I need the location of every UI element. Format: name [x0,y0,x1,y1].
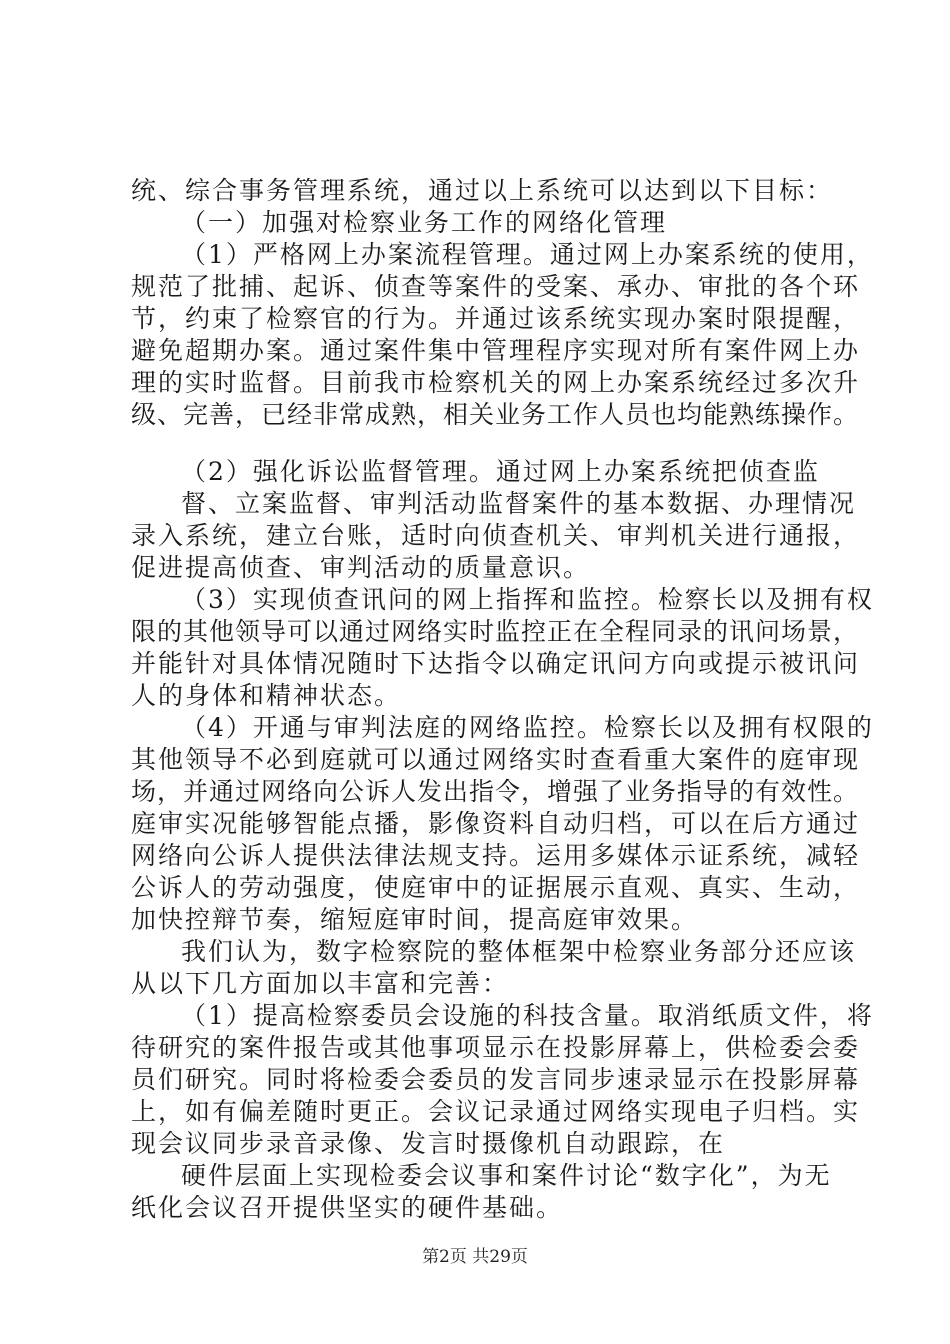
text-line: 现会议同步录音录像、发言时摄像机自动跟踪，在 [131,1129,726,1158]
page-number-footer: 第2页 共29页 [422,1247,528,1267]
text-line: 硬件层面上实现检委会议事和案件讨论“数字化”，为无 [181,1161,832,1190]
text-line: 理的实时监督。目前我市检察机关的网上办案系统经过多次升 [131,368,861,397]
text-line: （2）强化诉讼监督管理。通过网上办案系统把侦查监 [181,457,820,486]
text-line: （1）提高检察委员会设施的科技含量。取消纸质文件，将 [181,1001,874,1030]
text-line: 并能针对具体情况随时下达指令以确定讯问方向或提示被讯问 [131,649,861,678]
text-line: 限的其他领导可以通过网络实时监控正在全程同录的讯问场景， [131,617,860,646]
text-line: 促进提高侦查、审判活动的质量意识。 [131,553,591,582]
section-heading: （一）加强对检察业务工作的网络化管理 [181,208,668,237]
text-line: 录入系统，建立台账，适时向侦查机关、审判机关进行通报， [131,521,861,550]
text-line: 公诉人的劳动强度，使庭审中的证据展示直观、真实、生动， [131,873,861,902]
text-line: 人的身体和精神状态。 [131,681,402,710]
text-line: 场，并通过网络向公诉人发出指令，增强了业务指导的有效性。 [131,777,860,806]
text-line: （4）开通与审判法庭的网络监控。检察长以及拥有权限的 [181,713,874,742]
text-line: 待研究的案件报告或其他事项显示在投影屏幕上，供检委会委 [131,1033,861,1062]
text-line: 其他领导不必到庭就可以通过网络实时查看重大案件的庭审现 [131,745,861,774]
text-line: 庭审实况能够智能点播，影像资料自动归档，可以在后方通过 [131,809,861,838]
text-line: 避免超期办案。通过案件集中管理程序实现对所有案件网上办 [131,336,861,365]
text-line: 员们研究。同时将检委会委员的发言同步速录显示在投影屏幕 [131,1065,861,1094]
text-line: （3）实现侦查讯问的网上指挥和监控。检察长以及拥有权 [181,585,874,614]
text-line: 节，约束了检察官的行为。并通过该系统实现办案时限提醒， [131,304,861,333]
text-line: 网络向公诉人提供法律法规支持。运用多媒体示证系统，减轻 [131,841,861,870]
text-line: 从以下几方面加以丰富和完善： [131,969,510,998]
text-line: 级、完善，已经非常成熟，相关业务工作人员也均能熟练操作。 [131,400,860,429]
text-line: 规范了批捕、起诉、侦查等案件的受案、承办、审批的各个环 [131,272,861,301]
text-line: （1）严格网上办案流程管理。通过网上办案系统的使用， [181,240,874,269]
text-line: 上，如有偏差随时更正。会议记录通过网络实现电子归档。实 [131,1097,861,1126]
text-line: 加快控辩节奏，缩短庭审时间，提高庭审效果。 [131,905,699,934]
text-line: 督、立案监督、审判活动监督案件的基本数据、办理情况 [181,489,857,518]
text-line: 纸化会议召开提供坚实的硬件基础。 [131,1193,564,1222]
text-line: 统、综合事务管理系统，通过以上系统可以达到以下目标： [131,176,834,205]
text-line: 我们认为，数字检察院的整体框架中检察业务部分还应该 [181,937,857,966]
